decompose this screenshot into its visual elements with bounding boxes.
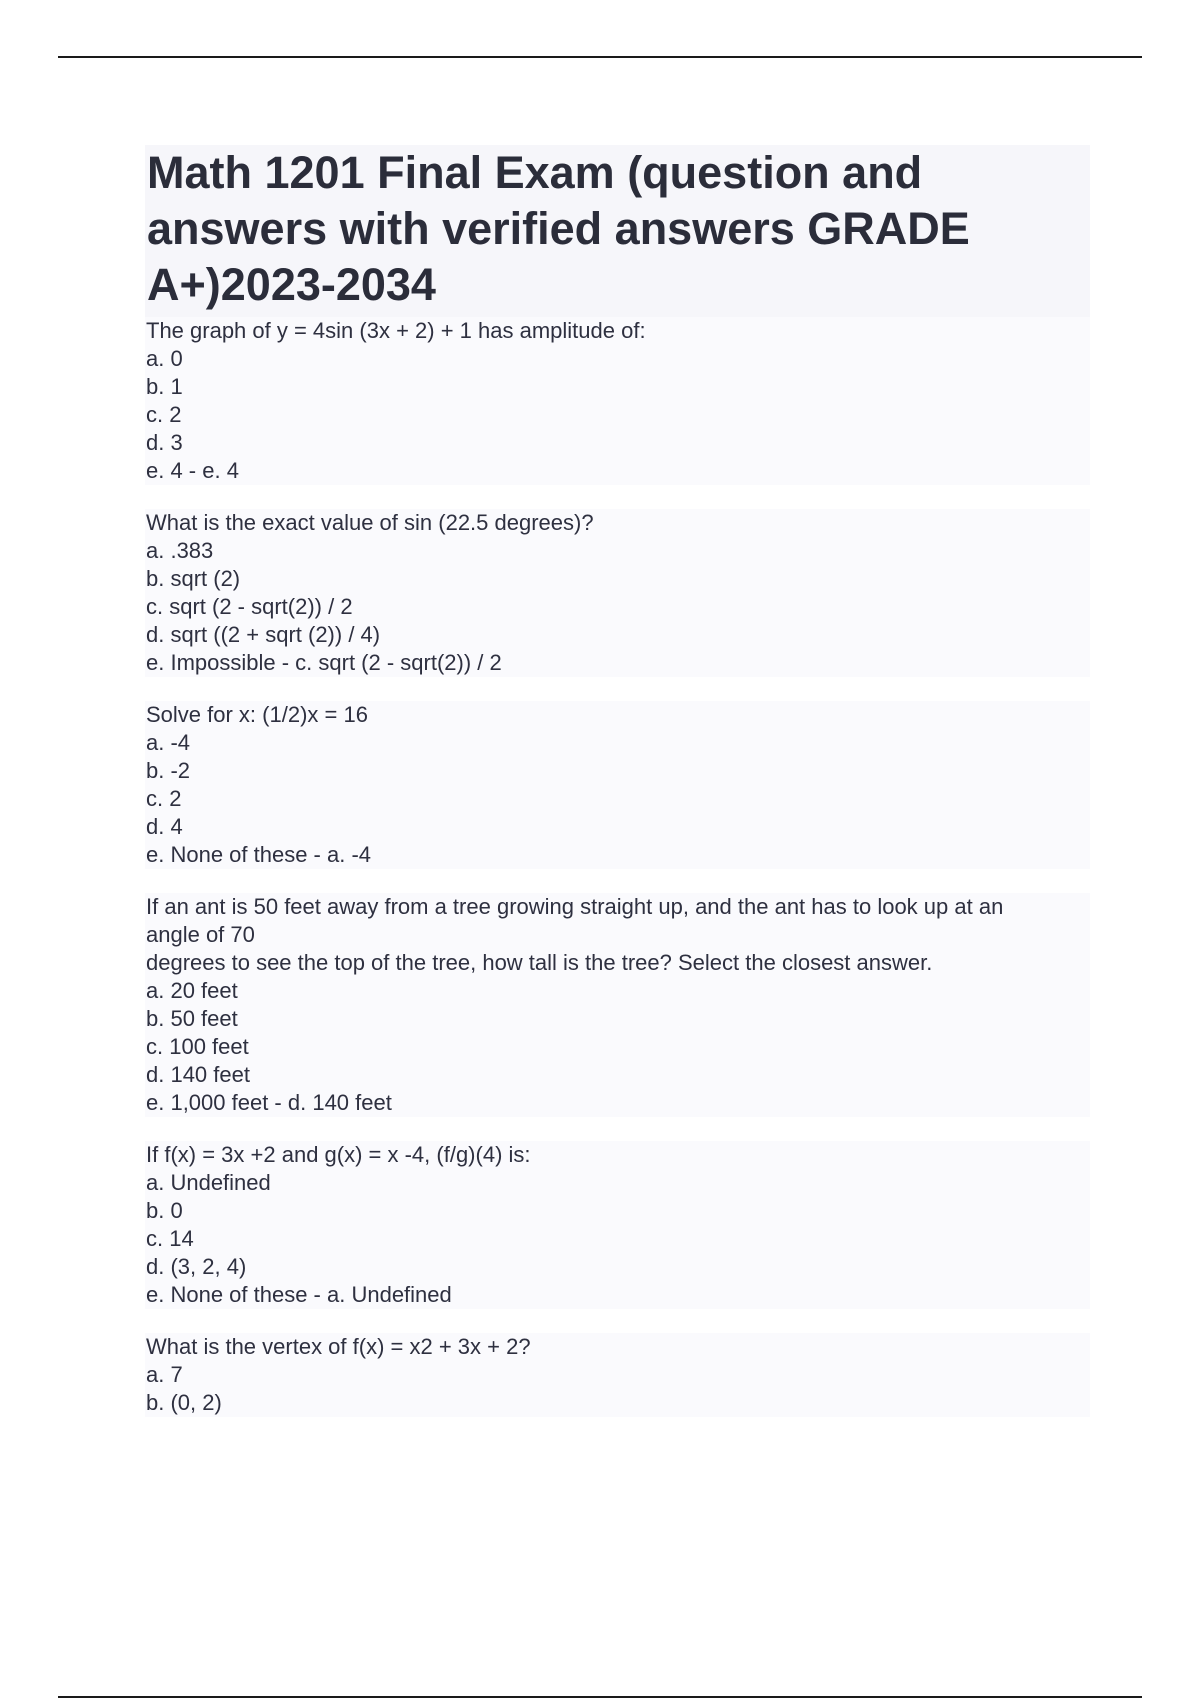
question-stem: angle of 70	[145, 921, 1090, 949]
answer-option: a. 0	[145, 345, 1090, 373]
answer-option: c. 100 feet	[145, 1033, 1090, 1061]
answer-option: b. 50 feet	[145, 1005, 1090, 1033]
answer-option: a. .383	[145, 537, 1090, 565]
question-stem: Solve for x: (1/2)x = 16	[145, 701, 1090, 729]
answer-option: e. Impossible - c. sqrt (2 - sqrt(2)) / 2	[145, 649, 1090, 677]
document-body	[145, 145, 1090, 1441]
answer-option: d. (3, 2, 4)	[145, 1253, 1090, 1281]
answer-option: a. -4	[145, 729, 1090, 757]
title-block	[145, 145, 1090, 317]
answer-option: a. Undefined	[145, 1169, 1090, 1197]
answer-option: a. 20 feet	[145, 977, 1090, 1005]
answer-option: c. 2	[145, 401, 1090, 429]
answer-option: b. 1	[145, 373, 1090, 401]
answer-option: c. sqrt (2 - sqrt(2)) / 2	[145, 593, 1090, 621]
document-title: Math 1201 Final Exam (question and answers with verified answers GRADE A+)2023-2034	[147, 147, 970, 310]
answer-option: b. 0	[145, 1197, 1090, 1225]
answer-option: e. None of these - a. Undefined	[145, 1281, 1090, 1309]
question-stem: If f(x) = 3x +2 and g(x) = x -4, (f/g)(4) is:	[145, 1141, 1090, 1169]
question-2	[145, 509, 1090, 677]
header-rule	[58, 56, 1142, 58]
answer-option: d. 3	[145, 429, 1090, 457]
question-5	[145, 1141, 1090, 1309]
question-4	[145, 893, 1090, 1117]
answer-option: b. -2	[145, 757, 1090, 785]
answer-option: e. None of these - a. -4	[145, 841, 1090, 869]
question-6	[145, 1333, 1090, 1417]
question-1	[145, 317, 1090, 485]
answer-option: e. 1,000 feet - d. 140 feet	[145, 1089, 1090, 1117]
answer-option: a. 7	[145, 1361, 1090, 1389]
question-stem: The graph of y = 4sin (3x + 2) + 1 has amplitude of:	[145, 317, 1090, 345]
answer-option: c. 2	[145, 785, 1090, 813]
answer-option: c. 14	[145, 1225, 1090, 1253]
answer-option: d. 4	[145, 813, 1090, 841]
answer-option: b. sqrt (2)	[145, 565, 1090, 593]
answer-option: d. sqrt ((2 + sqrt (2)) / 4)	[145, 621, 1090, 649]
question-3	[145, 701, 1090, 869]
question-stem: What is the vertex of f(x) = x2 + 3x + 2?	[145, 1333, 1090, 1361]
answer-option: d. 140 feet	[145, 1061, 1090, 1089]
footer-rule	[58, 1696, 1142, 1698]
question-stem: degrees to see the top of the tree, how tall is the tree? Select the closest answer.	[145, 949, 1090, 977]
question-stem: What is the exact value of sin (22.5 degrees)?	[145, 509, 1090, 537]
answer-option: e. 4 - e. 4	[145, 457, 1090, 485]
question-stem: If an ant is 50 feet away from a tree growing straight up, and the ant has to look up at an	[145, 893, 1090, 921]
answer-option: b. (0, 2)	[145, 1389, 1090, 1417]
